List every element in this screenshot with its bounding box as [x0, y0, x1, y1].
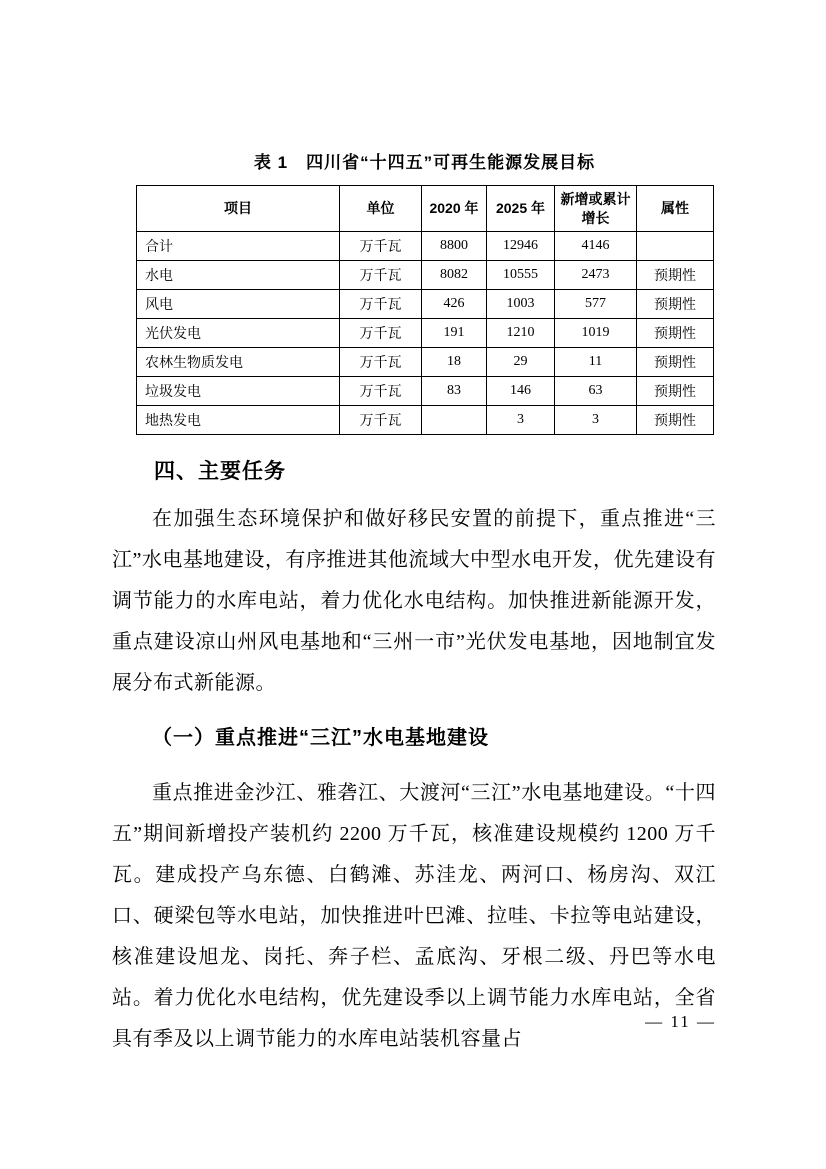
table-cell: 1003: [487, 290, 555, 319]
table-cell: 万千瓦: [340, 348, 422, 377]
table-cell: 万千瓦: [340, 406, 422, 435]
table-cell: 2473: [555, 261, 637, 290]
table-cell: [637, 232, 714, 261]
table-header-row: [137, 186, 714, 232]
table-cell: 29: [487, 348, 555, 377]
table-header-attribute: 属性: [637, 186, 714, 232]
paragraph-overview: 在加强生态环境保护和做好移民安置的前提下，重点推进“三江”水电基地建设，有序推进其他流域大中型水电开发，优先建设有调节能力的水库电站，着力优化水电结构。加快推进新能源开发，重点建设凉山州风电基地和“三州一市”光伏发电基地，因地制宜发展分布式新能源。: [112, 508, 716, 694]
table-cell: 万千瓦: [340, 232, 422, 261]
table-cell: 8082: [422, 261, 487, 290]
table-cell: 预期性: [637, 261, 714, 290]
page-number: — 11 —: [645, 1012, 716, 1031]
table-cell: 63: [555, 377, 637, 406]
paragraph-sanjiang: 重点推进金沙江、雅砻江、大渡河“三江”水电基地建设。“十四五”期间新增投产装机约 2200 万千瓦，核准建设规模约 1200 万千瓦。建成投产乌东德、白鹤滩、苏洼龙、两河口、杨房沟、双江口、硬梁包等水电站，加快推进叶巴滩、拉哇、卡拉等电站建设，核准建设旭龙、岗托、奔子栏、孟底沟、牙根二级、丹巴等水电站。着力优化水电结构，优先建设季以上调节能力水库电站，全省具有季及以上调节能力的水库电站装机容量占: [112, 782, 716, 1050]
table-cell: 地热发电: [137, 406, 340, 435]
table-header-growth: 新增或累计增长: [555, 186, 637, 232]
table-row: [137, 406, 714, 435]
table-cell: 垃圾发电: [137, 377, 340, 406]
table-row: [137, 377, 714, 406]
table-row: [137, 290, 714, 319]
table-header-project: 项目: [137, 186, 340, 232]
table-cell: 风电: [137, 290, 340, 319]
table-cell: 预期性: [637, 290, 714, 319]
renewable-energy-table: [136, 185, 714, 435]
table-cell: 光伏发电: [137, 319, 340, 348]
table-body: [137, 232, 714, 435]
table-header-2020: 2020 年: [422, 186, 487, 232]
table-cell: 合计: [137, 232, 340, 261]
table-cell: 426: [422, 290, 487, 319]
table-title: 表 1 四川省“十四五”可再生能源发展目标: [253, 153, 596, 172]
table-cell: 预期性: [637, 348, 714, 377]
table-cell: 10555: [487, 261, 555, 290]
table-cell: 预期性: [637, 377, 714, 406]
table-cell: 农林生物质发电: [137, 348, 340, 377]
table-cell: 577: [555, 290, 637, 319]
table-cell: 12946: [487, 232, 555, 261]
table-row: [137, 261, 714, 290]
table-cell: 146: [487, 377, 555, 406]
table-header-unit: 单位: [340, 186, 422, 232]
table-cell: 4146: [555, 232, 637, 261]
table-cell: 1210: [487, 319, 555, 348]
table-cell: 万千瓦: [340, 377, 422, 406]
table-cell: 3: [555, 406, 637, 435]
table-cell: 预期性: [637, 319, 714, 348]
table-header-2025: 2025 年: [487, 186, 555, 232]
table-cell: 万千瓦: [340, 319, 422, 348]
table-cell: 水电: [137, 261, 340, 290]
table-cell: 万千瓦: [340, 290, 422, 319]
subsection-heading: （一）重点推进“三江”水电基地建设: [152, 727, 489, 749]
table-row: [137, 348, 714, 377]
table-row: [137, 232, 714, 261]
table-cell: 83: [422, 377, 487, 406]
table-cell: [422, 406, 487, 435]
table-cell: 191: [422, 319, 487, 348]
table-cell: 8800: [422, 232, 487, 261]
table-cell: 万千瓦: [340, 261, 422, 290]
table-cell: 11: [555, 348, 637, 377]
table-cell: 1019: [555, 319, 637, 348]
table-cell: 预期性: [637, 406, 714, 435]
table-row: [137, 319, 714, 348]
table-cell: 3: [487, 406, 555, 435]
table-cell: 18: [422, 348, 487, 377]
section-heading: 四、主要任务: [154, 460, 286, 483]
